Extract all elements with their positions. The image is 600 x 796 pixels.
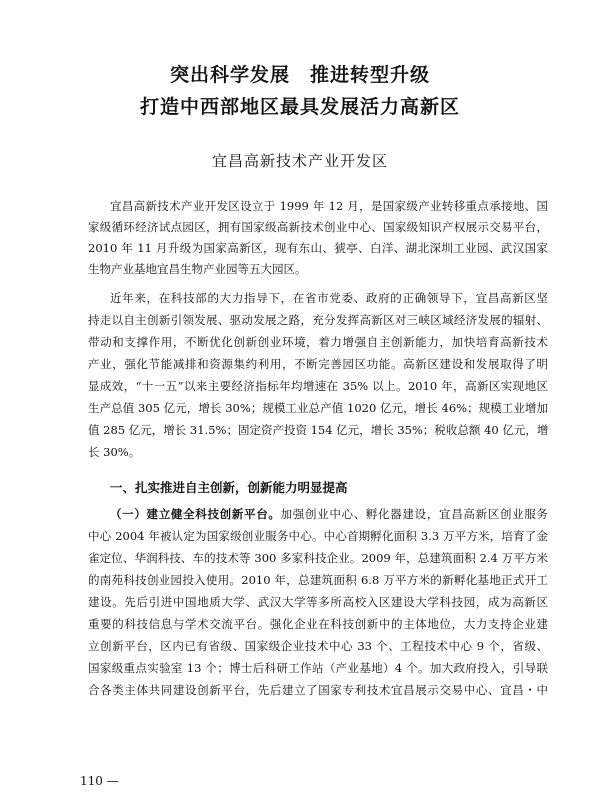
para3-line-4: 的南苑科技创业园投入使用。2010 年，总建筑面积 6.8 万平方米的新孵化基地正式开工	[88, 573, 548, 587]
section-heading: 一、扎实推进自主创新，创新能力明显提高	[110, 480, 348, 495]
para3-line-7: 立创新平台，区内已有省级、国家级企业技术中心 33 个、工程技术中心 9 个，省级、	[88, 639, 548, 653]
para2-line-2: 持走以自主创新引领发展、驱动发展之路，充分发挥高新区对三峡区域经济发展的辐射、	[88, 313, 548, 327]
para2-line-5: 显成效，“十一五”以来主要经济指标年均增速在 35% 以上。2010 年，高新区实现地区	[88, 379, 548, 393]
para1-line-3: 2010 年 11 月升级为国家高新区，现有东山、猇亭、白洋、湖北深圳工业园、武汉国家	[88, 241, 548, 255]
para2-line-4: 产业，强化节能减排和资源集约利用，不断完善园区功能。高新区建设和发展取得了明	[88, 357, 548, 371]
para2-line-6: 生产总值 305 亿元，增长 30%；规模工业总产值 1020 亿元，增长 46%；规模工业增加	[88, 401, 548, 415]
para3-line-3: 雀定位、华润科技、车的技术等 300 多家科技企业。2009 年，总建筑面积 2.4 万平方米	[88, 551, 548, 565]
para2-line-3: 带动和支撑作用，不断优化创新创业环境，着力增强自主创新能力，加快培育高新技术	[88, 335, 548, 349]
para3-line-6: 重要的科技信息与学术交流平台。强化企业在科技创新中的主体地位，大力支持企业建	[88, 617, 548, 631]
page-number: 110 —	[80, 774, 119, 788]
para3-lead: （一）建立健全科技创新平台。	[110, 507, 281, 521]
page-title-line-2: 打造中西部地区最具发展活力高新区	[139, 96, 460, 118]
para3-line-5: 建设。先后引进中国地质大学、武汉大学等多所高校入区建设大学科技园，成为高新区	[88, 595, 548, 609]
para2-line-8: 长 30%。	[88, 445, 141, 459]
page-subtitle: 宜昌高新技术产业开发区	[211, 152, 388, 170]
para2-line-1: 近年来，在科技部的大力指导下，在省市党委、政府的正确领导下，宜昌高新区坚	[110, 291, 548, 305]
para2-line-7: 值 285 亿元，增长 31.5%；固定资产投资 154 亿元，增长 35%；税收总额 40 亿元，增	[88, 423, 548, 437]
para3-line-1	[88, 506, 548, 522]
para1-line-1: 宜昌高新技术产业开发区设立于 1999 年 12 月，是国家级产业转移重点承接地、国	[110, 199, 548, 213]
para3-line-8: 国家级重点实验室 13 个；博士后科研工作站（产业基地）4 个。加大政府投入，引导联	[88, 661, 548, 675]
para1-line-4: 生物产业基地宜昌生物产业园等五大园区。	[88, 262, 307, 276]
para3-first-rest: 加强创业中心、孵化器建设，宜昌高新区创业服务	[280, 507, 548, 521]
page-title-line-1: 突出科学发展 推进转型升级	[169, 64, 430, 86]
para3-line-2: 中心 2004 年被认定为国家级创业服务中心。中心首期孵化面积 3.3 万平方米，培育了金	[88, 529, 548, 543]
para3-line-9: 合各类主体共同建设创新平台，先后建立了国家专利技术宜昌展示交易中心、宜昌・中	[88, 683, 548, 697]
para1-line-2: 家级循环经济试点园区，拥有国家级高新技术创业中心、国家级知识产权展示交易平台，	[88, 220, 548, 234]
